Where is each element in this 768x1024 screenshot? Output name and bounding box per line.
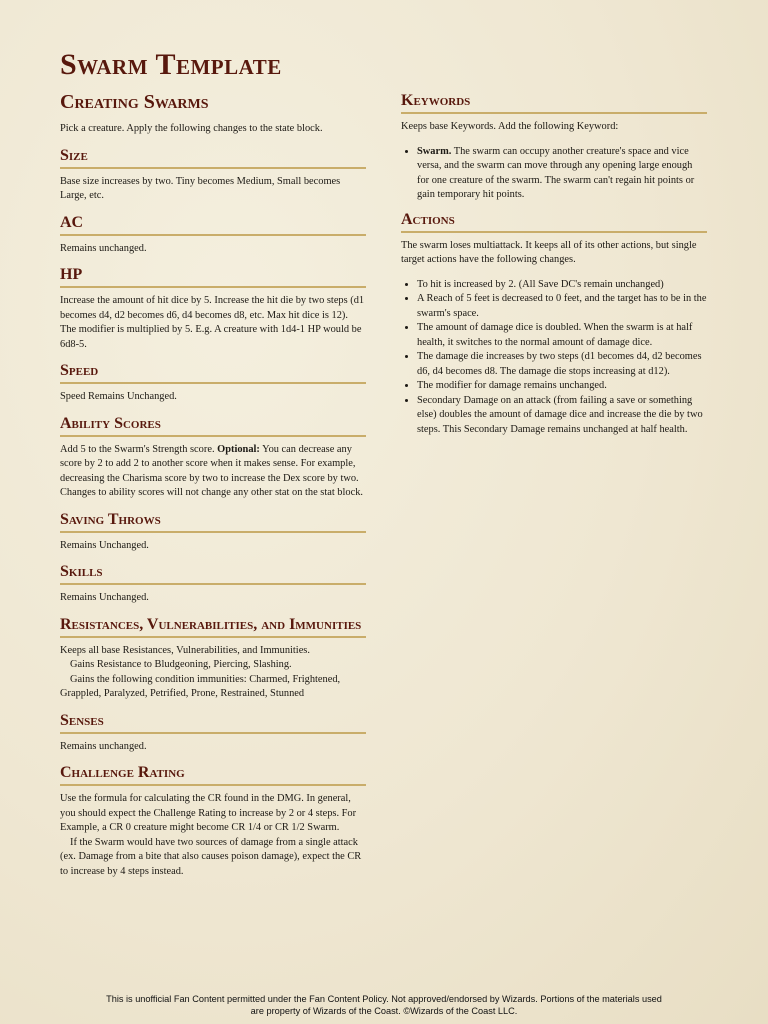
section-actions — [401, 211, 707, 438]
section-speed — [60, 362, 366, 405]
heading-ability-scores: Ability Scores — [60, 415, 366, 437]
page-title: Swarm Template — [60, 48, 282, 81]
section-size — [60, 147, 366, 204]
heading-size: Size — [60, 147, 366, 169]
section-hp — [60, 266, 366, 352]
ability-scores-text — [60, 443, 366, 501]
challenge-rating-text: Use the formula for calculating the CR found in the DMG. In general, you should expect the Challenge Rating to increase by 2 or 4 steps. For Example, a CR 0 creature might become CR 1/4 or CR 1/2 Swarm. — [60, 793, 357, 833]
left-column — [60, 92, 366, 879]
resistances-line2: Gains Resistance to Bludgeoning, Piercing, Slashing. — [70, 659, 292, 670]
section-saving-throws — [60, 511, 366, 554]
section-senses — [60, 712, 366, 755]
heading-saving-throws: Saving Throws — [60, 511, 366, 533]
speed-text: Speed Remains Unchanged. — [60, 391, 177, 402]
section-skills — [60, 563, 366, 606]
size-text: Base size increases by two. Tiny becomes Medium, Small becomes Large, etc. — [60, 175, 341, 201]
heading-senses: Senses — [60, 712, 366, 734]
senses-text: Remains unchanged. — [60, 740, 147, 752]
actions-list — [401, 278, 707, 438]
heading-keywords: Keywords — [401, 92, 707, 114]
list-item: • The modifier for damage remains unchanged. — [417, 379, 707, 394]
section-ability-scores — [60, 415, 366, 501]
section-keywords — [401, 92, 707, 203]
list-item: • To hit is increased by 2. (All Save DC's remain unchanged) — [417, 278, 707, 293]
resistances-line3: Gains the following condition immunities: Charmed, Frightened, Grappled, Paralyzed, Petrified, Prone, Restrained, Stunned — [60, 673, 341, 699]
section-ac — [60, 214, 366, 257]
heading-actions: Actions — [401, 211, 707, 233]
actions-text: The swarm loses multiattack. It keeps all of its other actions, but single target actions have the following changes. — [401, 239, 697, 265]
footer-line2: are property of Wizards of the Coast. ©Wizards of the Coast LLC. — [250, 1006, 518, 1016]
swarm-label: Swarm. — [417, 145, 452, 157]
heading-hp: HP — [60, 266, 366, 288]
swarm-text: The swarm can occupy another creature's space and vice versa, and the swarm can move through any opening large enough for one creature of the swarm. The swarm can't regain hit points or gain temporary hit points. — [417, 145, 695, 200]
skills-text: Remains Unchanged. — [60, 592, 149, 603]
hp-text: Increase the amount of hit dice by 5. Increase the hit die by two steps (d1 becomes d4, d2 becomes d6, d4 becomes d8, etc. Max hit dice is 12). The modifier is multiplied by 5. E.g. A creature with 1d4-1 HP would be 6d8-5. — [60, 295, 365, 350]
heading-creating-swarms: Creating Swarms — [60, 91, 209, 113]
section-creating-swarms — [60, 92, 366, 137]
section-resistances — [60, 616, 366, 702]
creating-swarms-text: Pick a creature. Apply the following changes to the state block. — [60, 123, 323, 134]
heading-speed: Speed — [60, 362, 366, 384]
challenge-rating-text2: If the Swarm would have two sources of damage from a single attack (ex. Damage from a bite that also causes poison damage), expect the CR to increase by 4 steps instead. — [60, 836, 362, 877]
saving-throws-text: Remains Unchanged. — [60, 539, 149, 551]
heading-skills: Skills — [60, 563, 366, 585]
heading-challenge-rating: Challenge Rating — [60, 764, 366, 786]
heading-ac: AC — [60, 214, 366, 236]
footer-line1: This is unofficial Fan Content permitted under the Fan Content Policy. Not approved/endorsed by Wizards. Portions of the materials used — [106, 994, 662, 1004]
optional-label: Optional: — [217, 443, 260, 455]
ability-text-a: Add 5 to the Swarm's Strength score. — [60, 443, 215, 455]
resistances-text: Keeps all base Resistances, Vulnerabilities, and Immunities. — [60, 644, 310, 656]
keywords-text: Keeps base Keywords. Add the following Keyword: — [401, 121, 619, 132]
right-column — [401, 92, 707, 445]
list-item: • Secondary Damage on an attack (from failing a save or something else) doubles the amount of damage dice and increase the die by two steps. This Secondary Damage remains unchanged at half health. — [417, 394, 707, 438]
keyword-item-swarm — [417, 145, 707, 203]
list-item: • A Reach of 5 feet is decreased to 0 feet, and the target has to be in the swarm's space. — [417, 292, 707, 321]
keywords-list — [401, 145, 707, 203]
list-item: • The amount of damage dice is doubled. When the swarm is at half health, it switches to the normal amount of damage dice. — [417, 321, 707, 350]
ac-text: Remains unchanged. — [60, 242, 147, 254]
footer — [0, 993, 768, 1017]
list-item: • The damage die increases by two steps (d1 becomes d4, d2 becomes d6, d4 becomes d8. The damage die stops increasing at d12). — [417, 350, 707, 379]
section-challenge-rating — [60, 764, 366, 879]
heading-resistances: Resistances, Vulnerabilities, and Immunities — [60, 616, 366, 638]
ability-text-b: You can decrease any score by 2 to add 2 to another score when it makes sense. For example, decreasing the Charisma score by two to increase the Dex score by two. Changes to ability scores will not change any other stat on the stat block. — [60, 443, 363, 498]
